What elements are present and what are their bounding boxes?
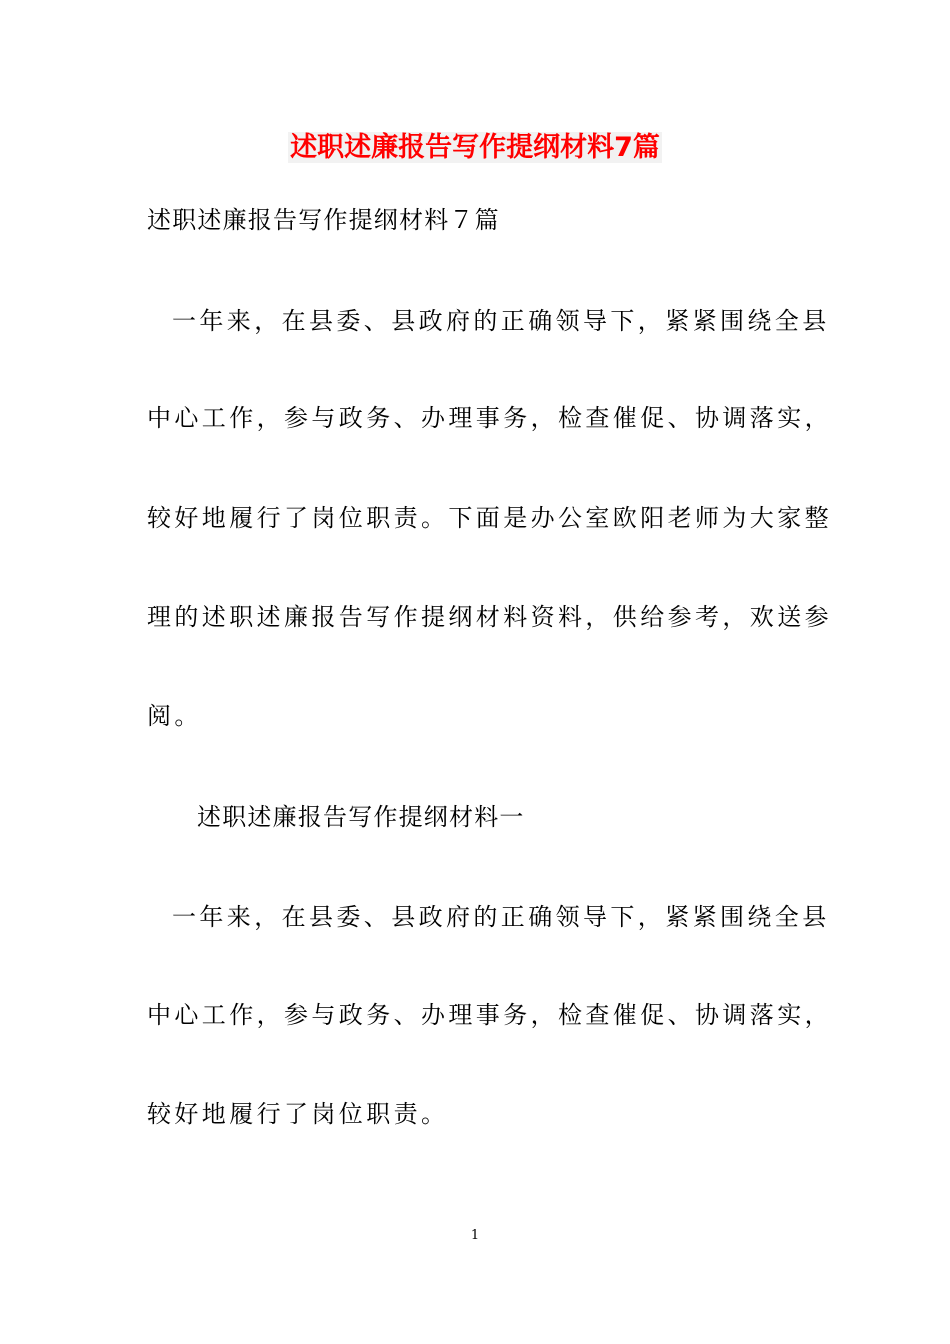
intro-line-3: 较好地履行了岗位职责。下面是办公室欧阳老师为大家整 bbox=[147, 504, 832, 532]
intro-line-4: 理的述职述廉报告写作提纲材料资料，供给参考，欢送参 bbox=[147, 603, 832, 631]
document-title bbox=[0, 128, 950, 168]
section-line-2: 中心工作，参与政务、办理事务，检查催促、协调落实， bbox=[147, 1001, 832, 1029]
document-subtitle: 述职述廉报告写作提纲材料７篇 bbox=[147, 206, 500, 234]
intro-line-1: 一年来，在县委、县政府的正确领导下，紧紧围绕全县 bbox=[172, 307, 830, 335]
page-number: 1 bbox=[470, 1228, 480, 1243]
section-heading: 述职述廉报告写作提纲材料一 bbox=[197, 803, 525, 831]
intro-line-5: 阅。 bbox=[147, 702, 202, 730]
section-line-1: 一年来，在县委、县政府的正确领导下，紧紧围绕全县 bbox=[172, 903, 830, 931]
section-line-3: 较好地履行了岗位职责。 bbox=[147, 1100, 449, 1128]
document-title-text: 述职述廉报告写作提纲材料7篇 bbox=[290, 132, 660, 163]
intro-line-2: 中心工作，参与政务、办理事务，检查催促、协调落实， bbox=[147, 404, 832, 432]
